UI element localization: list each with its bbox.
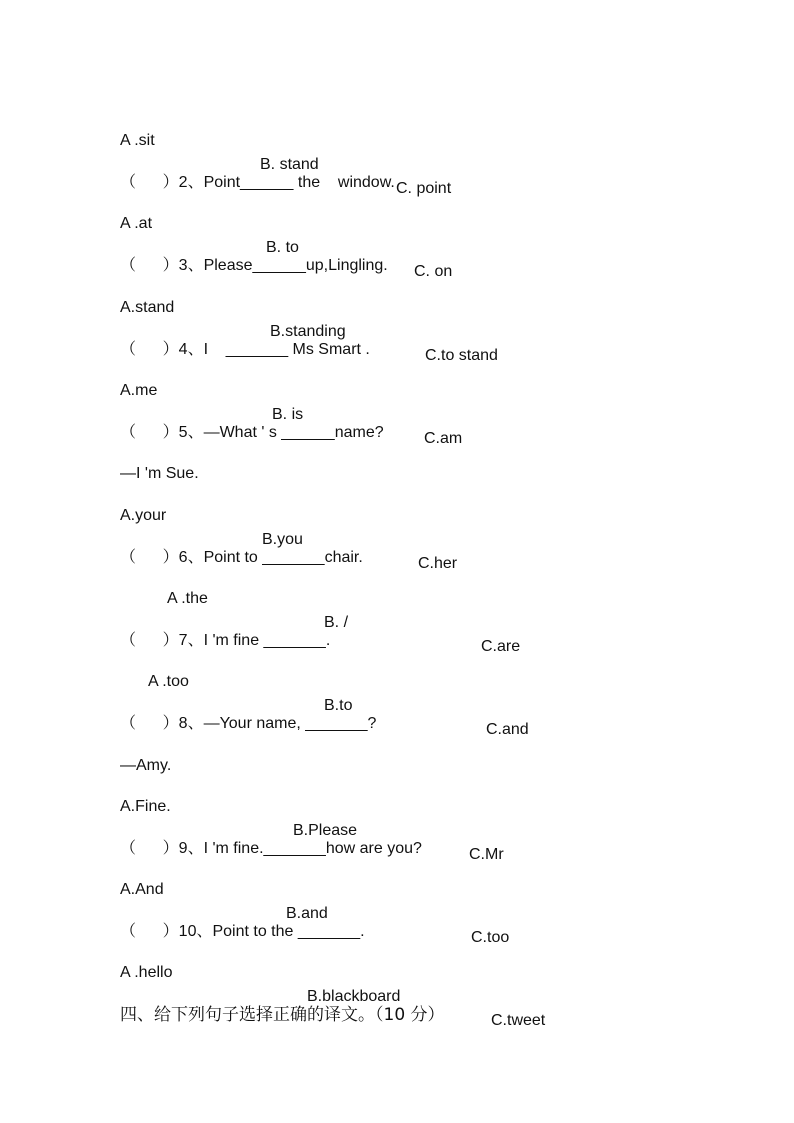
reply-text: —Amy.: [120, 757, 172, 774]
question-text: （ ）10、Point to the _______.: [120, 923, 365, 940]
question-text: （ ）6、Point to _______chair.: [120, 549, 363, 566]
option-c: C.to stand: [425, 347, 498, 364]
question-5-reply: [0, 438, 199, 482]
option-b: B. /: [324, 614, 349, 631]
option-c: C. on: [414, 263, 453, 280]
option-b: B.you: [262, 531, 303, 548]
option-a: A .the: [167, 590, 208, 607]
option-b: B. to: [266, 239, 299, 256]
question-7: [0, 605, 331, 649]
option-b: B.to: [324, 697, 353, 714]
question-8-reply: [0, 730, 172, 774]
option-a: A.And: [120, 881, 164, 898]
question-text: （ ）4、I _______ Ms Smart .: [120, 341, 370, 358]
option-a: A .at: [120, 215, 153, 232]
section-heading-text: 四、给下列句子选择正确的译文。（10 分）: [120, 1005, 445, 1025]
option-a: A.your: [120, 507, 167, 524]
option-b: B. stand: [260, 156, 319, 173]
reply-text: —I 'm Sue.: [120, 465, 199, 482]
question-text: （ ）2、Point______ the window.: [120, 174, 395, 191]
option-c: C.tweet: [491, 1012, 546, 1029]
option-c: C.am: [424, 430, 463, 447]
question-text: （ ）9、I 'm fine._______how are you?: [120, 840, 422, 857]
option-a: A .too: [148, 673, 189, 690]
option-c: C.Mr: [469, 846, 504, 863]
option-a: A .sit: [120, 132, 155, 149]
option-c: C.are: [481, 638, 521, 655]
option-a: A .hello: [120, 964, 173, 981]
question-text: （ ）5、—What ' s ______name?: [120, 424, 384, 441]
question-text: （ ）8、—Your name, _______?: [120, 715, 377, 732]
option-c: C.her: [418, 555, 458, 572]
option-a: A.stand: [120, 299, 175, 316]
question-text: （ ）3、Please______up,Lingling.: [120, 257, 388, 274]
option-a: A.me: [120, 382, 158, 399]
option-a: A.Fine.: [120, 798, 171, 815]
option-b: B.Please: [293, 822, 358, 839]
option-c: C.and: [486, 721, 529, 738]
option-b: B. is: [272, 406, 304, 423]
option-b: B.and: [286, 905, 328, 922]
option-c: C. point: [396, 180, 452, 197]
option-c: C.too: [471, 929, 510, 946]
option-b: B.blackboard: [307, 988, 401, 1005]
option-b: B.standing: [270, 323, 346, 340]
question-text: （ ）7、I 'm fine _______.: [120, 632, 331, 649]
